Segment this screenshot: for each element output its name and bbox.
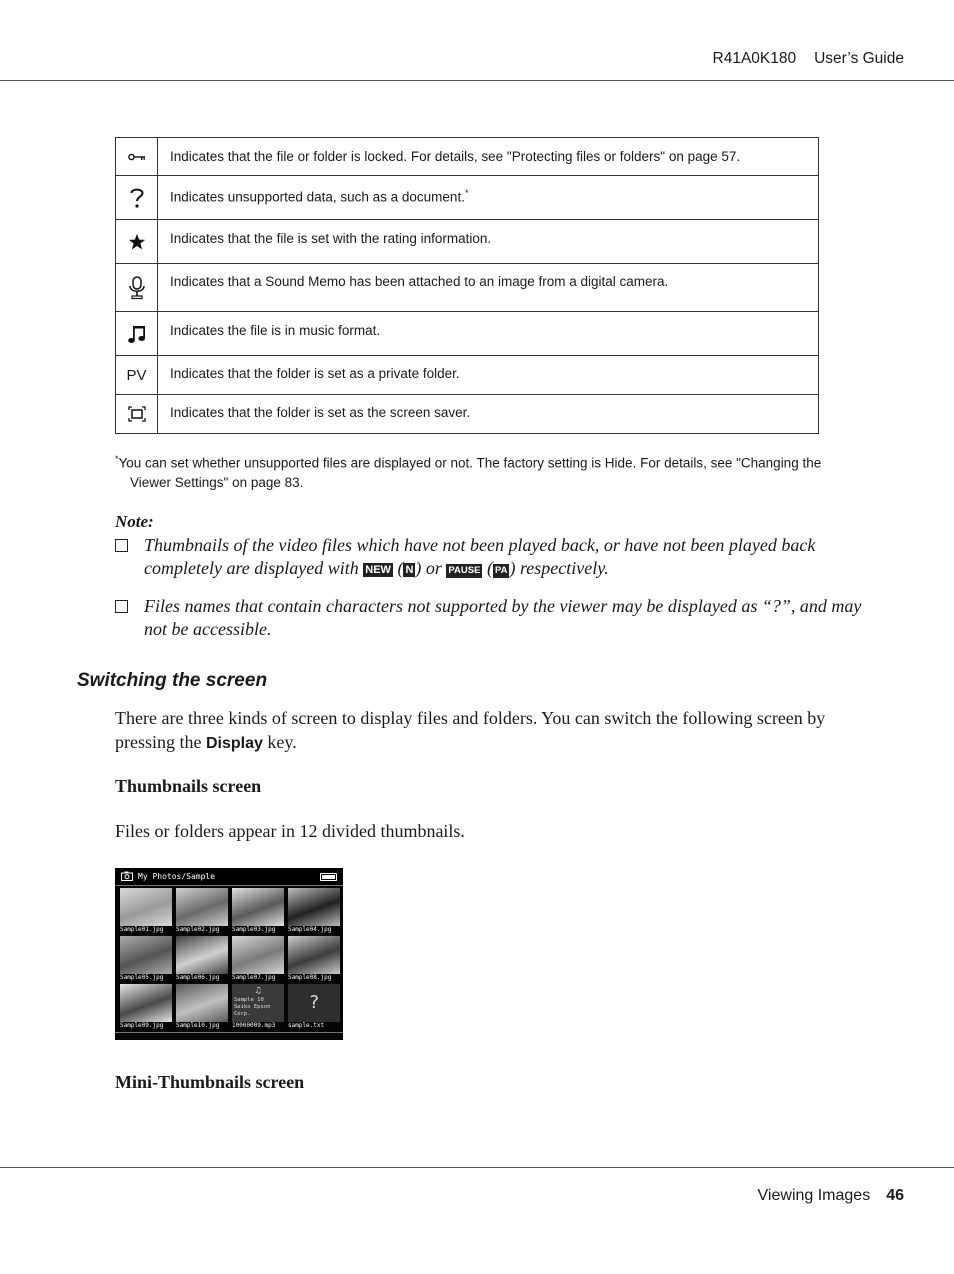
table-row xyxy=(116,312,819,356)
battery-icon xyxy=(320,873,337,881)
question-mark-icon xyxy=(116,176,158,220)
unsupported-file-thumbnail: ? xyxy=(288,984,340,1022)
footer-rule xyxy=(0,1167,954,1168)
music-note-icon: ♫ xyxy=(255,986,261,996)
section-intro: There are three kinds of screen to display files and folders. You can switch the following screen by pressing the Display key. xyxy=(115,708,826,752)
thumbnail-caption: Sample02.jpg xyxy=(176,926,220,933)
thumbnail-item[interactable] xyxy=(120,984,172,1030)
thumbnail-item[interactable] xyxy=(288,888,340,934)
checkbox-bullet-icon xyxy=(115,539,128,552)
guide-title: User’s Guide xyxy=(814,50,904,67)
thumbnail-image xyxy=(176,936,228,974)
table-row xyxy=(116,264,819,312)
folder-path: My Photos/Sample xyxy=(138,872,216,881)
music-file-thumbnail: ♫ Sample 10 Seiko Epson Corp. xyxy=(232,984,284,1022)
pause-badge-icon: PAUSE xyxy=(448,565,481,576)
thumbnails-heading: Thumbnails screen xyxy=(115,776,262,796)
thumbnail-image xyxy=(232,888,284,926)
thumbnails-description: Files or folders appear in 12 divided thumbnails. xyxy=(115,821,465,841)
thumbnail-item[interactable] xyxy=(120,936,172,982)
footnote: *You can set whether unsupported files are displayed or not. The factory setting is Hide. For details, see "Changing the Viewer Settings" on page 83. xyxy=(115,454,822,490)
thumbnail-caption: Sample07.jpg xyxy=(232,974,276,981)
row-text: Indicates that the folder is set as a private folder. xyxy=(158,356,819,395)
thumbnail-item[interactable] xyxy=(176,984,228,1030)
thumbnail-image xyxy=(120,936,172,974)
screenshot-title-bar xyxy=(115,868,343,886)
table-row xyxy=(116,395,819,434)
thumbnail-caption: Sample01.jpg xyxy=(120,926,164,933)
thumbnail-caption: Sample10.jpg xyxy=(176,1022,220,1029)
page-number: 46 xyxy=(886,1187,904,1204)
thumbnail-item[interactable] xyxy=(176,936,228,982)
table-row xyxy=(116,356,819,395)
thumbnail-image xyxy=(288,936,340,974)
table-row xyxy=(116,176,819,220)
row-text: Indicates unsupported data, such as a document.* xyxy=(158,176,819,220)
private-folder-icon: PV xyxy=(116,356,158,395)
thumbnail-item[interactable] xyxy=(288,936,340,982)
key-icon xyxy=(116,138,158,176)
thumbnail-caption: Sample08.jpg xyxy=(288,974,332,981)
thumbnail-item[interactable] xyxy=(232,888,284,934)
thumbnail-image xyxy=(176,888,228,926)
icon-legend-table xyxy=(115,137,819,434)
new-badge-icon: NEW xyxy=(365,564,391,576)
thumbnail-caption: sample.txt xyxy=(288,1022,325,1029)
doc-id: R41A0K180 xyxy=(712,50,797,67)
camera-icon xyxy=(121,871,133,881)
thumbnail-caption: Sample05.jpg xyxy=(120,974,164,981)
row-text: Indicates that the file is set with the rating information. xyxy=(158,220,819,264)
thumbnail-caption: Sample06.jpg xyxy=(176,974,220,981)
footer-section: Viewing Images xyxy=(757,1187,871,1204)
pa-badge-icon: PA xyxy=(494,565,508,576)
star-icon xyxy=(116,220,158,264)
checkbox-bullet-icon xyxy=(115,600,128,613)
thumbnail-image xyxy=(288,888,340,926)
thumbnail-image xyxy=(120,888,172,926)
thumbnail-image xyxy=(176,984,228,1022)
thumbnail-caption: Sample03.jpg xyxy=(232,926,276,933)
thumbnail-image xyxy=(232,936,284,974)
header-rule xyxy=(0,80,954,81)
page-header xyxy=(713,50,904,68)
table-row xyxy=(116,220,819,264)
thumbnail-caption: Sample04.jpg xyxy=(288,926,332,933)
thumbnails-screenshot xyxy=(115,868,343,1040)
thumbnail-item[interactable] xyxy=(232,936,284,982)
thumbnail-item[interactable] xyxy=(232,984,284,1030)
section-title: Switching the screen xyxy=(77,670,268,691)
page-footer xyxy=(758,1187,904,1205)
music-note-icon xyxy=(116,312,158,356)
screen-saver-icon xyxy=(116,395,158,434)
thumbnail-caption: Sample09.jpg xyxy=(120,1022,164,1029)
screenshot-bottom-rule xyxy=(115,1032,343,1033)
thumbnail-image xyxy=(120,984,172,1022)
microphone-icon xyxy=(116,264,158,312)
row-text: Indicates that a Sound Memo has been attached to an image from a digital camera. xyxy=(158,264,819,312)
thumbnail-item[interactable] xyxy=(288,984,340,1030)
mini-thumbnails-heading: Mini-Thumbnails screen xyxy=(115,1072,305,1092)
note-item: Files names that contain characters not supported by the viewer may be displayed as “?”, and may not be accessible. xyxy=(115,595,885,641)
row-text: Indicates the file is in music format. xyxy=(158,312,819,356)
row-text: Indicates that the file or folder is locked. For details, see "Protecting files or folders" on page 57. xyxy=(158,138,819,176)
thumbnail-item[interactable] xyxy=(176,888,228,934)
thumbnail-caption: 10000009.mp3 xyxy=(232,1022,276,1029)
table-row xyxy=(116,138,819,176)
note-item: Thumbnails of the video files which have not been played back, or have not been played back completely are displayed with NEW ( N ) or PAUSE ( PA ) respectively. xyxy=(115,534,885,580)
row-text: Indicates that the folder is set as the screen saver. xyxy=(158,395,819,434)
thumbnail-item[interactable] xyxy=(120,888,172,934)
n-badge-icon: N xyxy=(405,564,414,576)
note-title: Note: xyxy=(115,512,154,531)
display-key-label: Display xyxy=(205,735,263,752)
